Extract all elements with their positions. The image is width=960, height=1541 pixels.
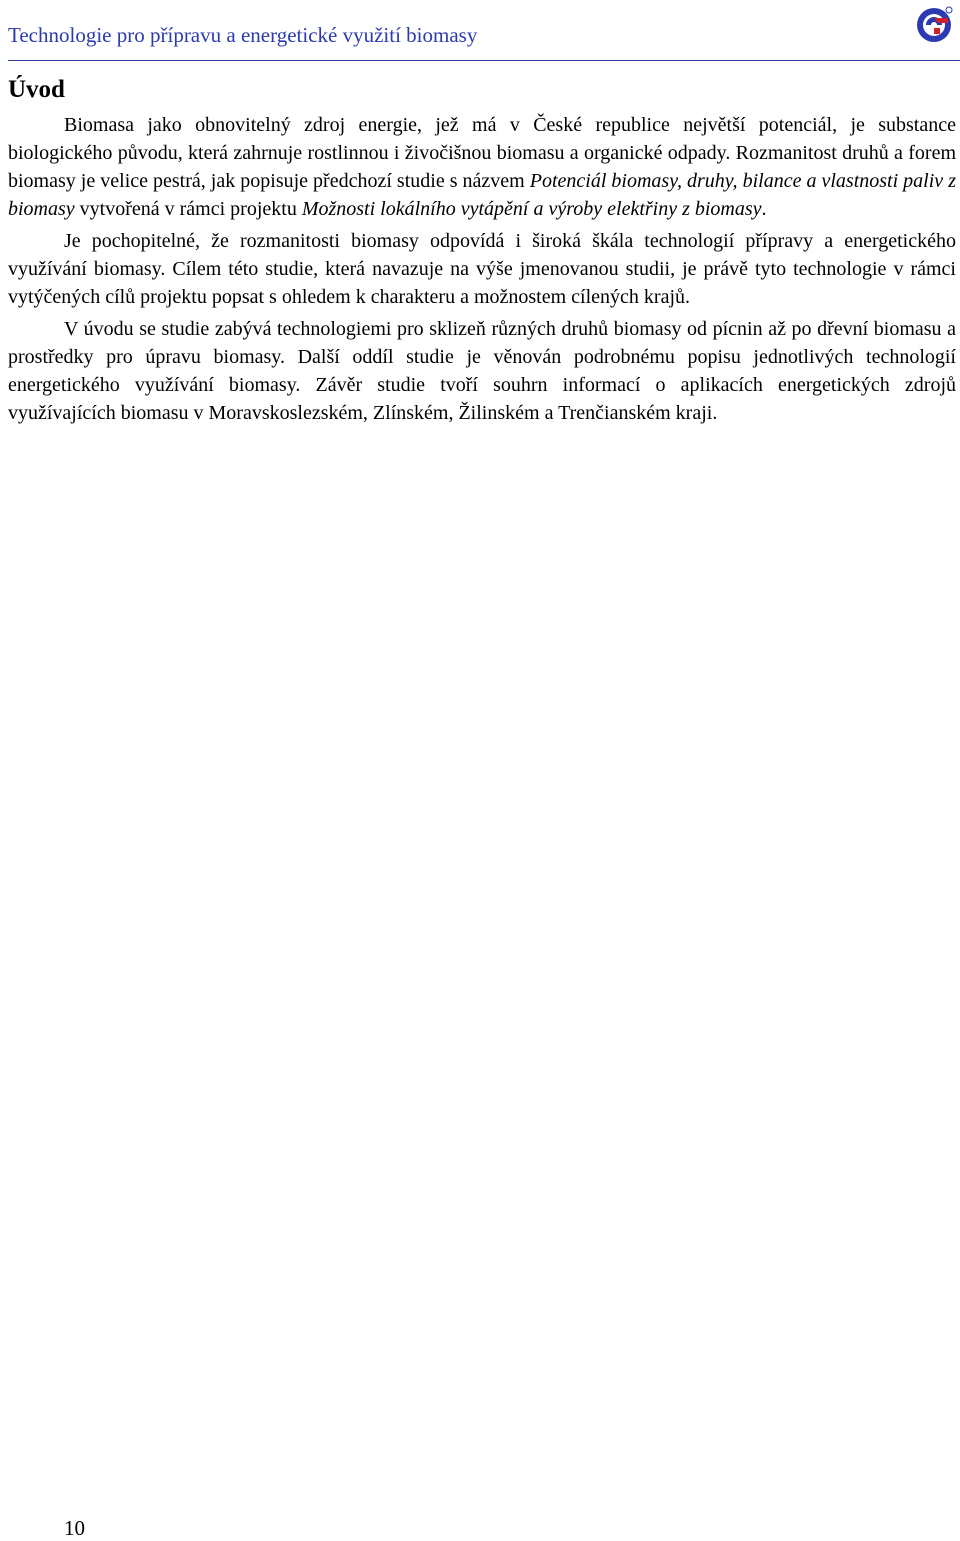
page-number: 10 xyxy=(64,1516,85,1540)
project-title-reference: Možnosti lokálního vytápění a výroby elektřiny z biomasy xyxy=(301,198,762,220)
paragraph-structure: V úvodu se studie zabývá technologiemi pro sklizeň různých druhů biomasy od pícnin až po dřevní biomasu a prostředky pro úpravu biomasy. Další oddíl studie je věnován podrobnému popisu jednotlivých technologií energetického využívání biomasy. Závěr studie tvoří souhrn informací o aplikacích energetických zdrojů využívajících biomasu v Moravskoslezském, Zlínském, Žilinském a Trenčianském kraji. xyxy=(8,318,956,424)
paragraph-text: . xyxy=(761,198,767,220)
study-title-reference: Potenciál biomasy, druhy, bilance a vlastnosti paliv z biomasy xyxy=(8,170,956,220)
page-header xyxy=(8,0,960,61)
paragraph-technologies: Je pochopitelné, že rozmanitosti biomasy odpovídá i široká škála technologií přípravy a energetického využívání biomasy. Cílem této studie, která navazuje na výše jmenovanou studii, je právě tyto technologie v rámci vytýčených cílů projektu popsat s ohledem k charakteru a možnostem cílených krajů. xyxy=(8,230,956,308)
running-header-title: Technologie pro přípravu a energetické využití biomasy xyxy=(8,23,478,47)
paragraph-text: Biomasa jako obnovitelný zdroj energie, jež má v České republice největší potenciál, je substance biologického původu, která zahrnuje rostlinnou i živočišnou biomasu a organické odpady. Rozmanitost druhů a forem biomasy je velice pestrá, jak popisuje předchozí studie s názvem xyxy=(8,114,956,192)
paragraph-intro xyxy=(8,111,956,223)
paragraph-text: vytvořená v rámci projektu xyxy=(74,198,302,220)
section-heading: Úvod xyxy=(8,76,65,103)
body-text xyxy=(8,111,956,431)
institution-logo-icon xyxy=(914,4,954,44)
